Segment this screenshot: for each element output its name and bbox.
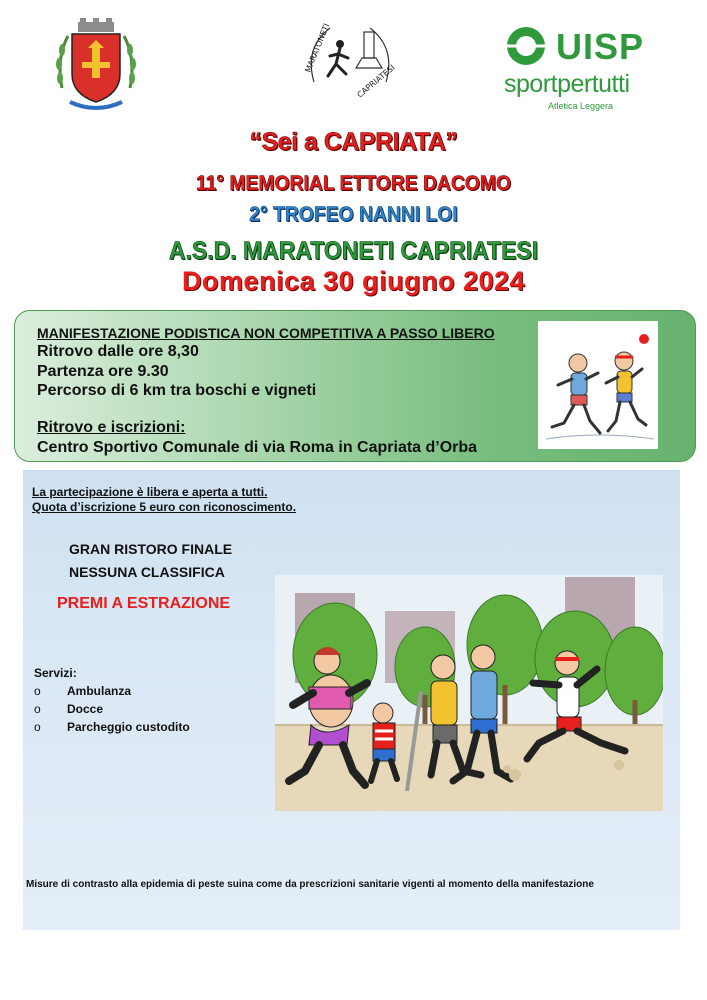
runners-cartoon-illustration — [275, 575, 663, 811]
service-item — [34, 702, 103, 716]
meeting-time: Ritrovo dalle ore 8,30 — [37, 343, 199, 360]
uisp-mark-icon — [502, 24, 554, 68]
services-title: Servizi: — [34, 666, 77, 680]
refreshment-text: GRAN RISTORO FINALE — [69, 541, 233, 557]
maratoneti-logo — [300, 18, 400, 104]
registration-label: Ritrovo e iscrizioni: — [37, 419, 186, 436]
bullet-icon: o — [34, 684, 41, 698]
uisp-subtitle: Atletica Leggera — [548, 101, 614, 111]
info-heading: MANIFESTAZIONE PODISTICA NON COMPETITIVA A PASSO LIBERO — [37, 325, 495, 341]
service-item — [34, 720, 190, 734]
logo-text-top: MARATONETI — [303, 22, 332, 74]
uisp-tagline: sportpertutti — [504, 70, 630, 98]
event-name: “Sei a CAPRIATA” — [249, 128, 458, 156]
health-note: Misure di contrasto alla epidemia di peste suina come da prescrizioni sanitarie vigenti al momento della manifestazione — [26, 879, 594, 890]
service-label: Docce — [67, 702, 104, 716]
bullet-icon: o — [34, 702, 41, 716]
registration-place: Centro Sportivo Comunale di via Roma in Capriata d’Orba — [37, 439, 478, 456]
uisp-logo — [500, 22, 670, 112]
service-item — [34, 684, 131, 698]
prizes-text: PREMI A ESTRAZIONE — [57, 595, 231, 612]
logo-text-bottom: CAPRIATESI — [355, 63, 397, 100]
memorial-title: 11° MEMORIAL ETTORE DACOMO — [195, 172, 512, 195]
participation-text: La partecipazione è libera e aperta a tutti. — [32, 485, 268, 499]
club-title: A.S.D. MARATONETI CAPRIATESI — [168, 237, 539, 265]
fee-text: Quota d’iscrizione 5 euro con riconoscimento. — [32, 500, 297, 514]
runners-illustration-small — [538, 321, 658, 449]
uisp-name: UISP — [556, 26, 645, 67]
route-description: Percorso di 6 km tra boschi e vigneti — [37, 382, 317, 399]
start-time: Partenza ore 9.30 — [37, 363, 169, 380]
event-date: Domenica 30 giugno 2024 — [181, 266, 526, 296]
ranking-text: NESSUNA CLASSIFICA — [69, 564, 225, 580]
trophy-title: 2° TROFEO NANNI LOI — [249, 203, 458, 226]
service-label: Ambulanza — [67, 684, 132, 698]
bullet-icon: o — [34, 720, 41, 734]
coat-of-arms-logo — [52, 18, 140, 114]
service-label: Parcheggio custodito — [67, 720, 190, 734]
